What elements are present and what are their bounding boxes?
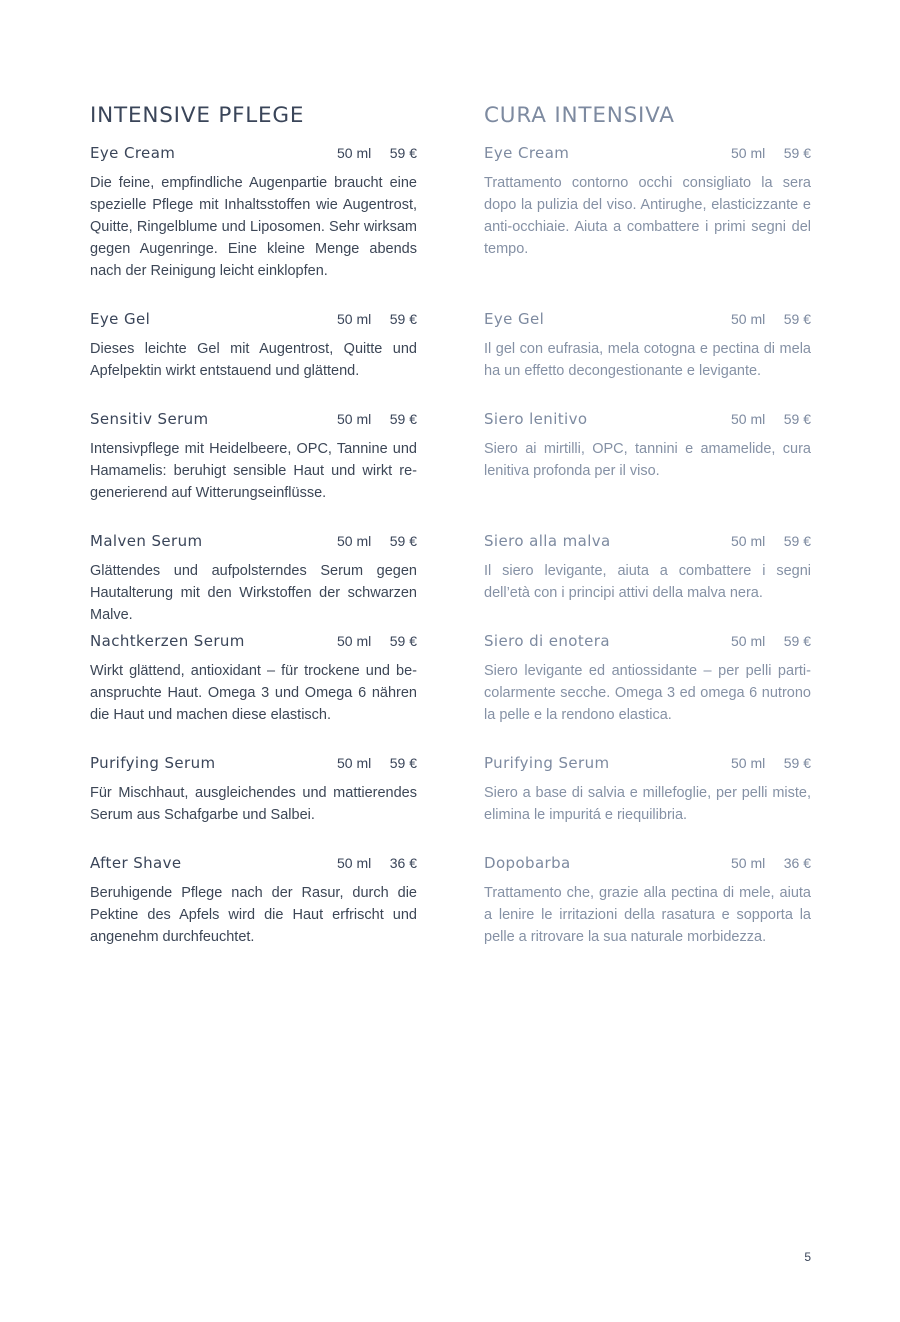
product-sensitiv-serum	[90, 410, 417, 504]
product-header	[90, 632, 417, 658]
product-name: Dopobarba	[484, 854, 571, 872]
product-price: 59 €	[389, 755, 417, 771]
product-volume: 50 ml	[731, 145, 766, 161]
product-header	[484, 754, 811, 780]
product-price: 59 €	[389, 533, 417, 549]
product-price: 59 €	[389, 145, 417, 161]
product-siero-alla-malva	[484, 532, 811, 604]
product-name: After Shave	[90, 854, 182, 872]
product-volume: 50 ml	[337, 411, 372, 427]
product-description: Siero levigante ed antiossidante – per pelli particolarmente secche. Omega 3 ed omega 6 nutrono la pelle e la rendono elastica.	[484, 663, 811, 723]
product-header	[90, 144, 417, 170]
product-description: Il siero levigante, aiuta a combattere i segni dell’età con i principi attivi della malva nera.	[484, 563, 811, 601]
product-name: Siero di enotera	[484, 632, 610, 650]
product-volume: 50 ml	[337, 755, 372, 771]
product-description: Intensivpflege mit Heidelbeere, OPC, Tannine und Hamamelis: beruhigt sensible Haut und wirkt regenerierend auf Witterungseinflüsse.	[90, 441, 417, 501]
product-price: 36 €	[783, 855, 811, 871]
product-volume: 50 ml	[337, 145, 372, 161]
product-description: Wirkt glättend, antioxidant – für trockene und beanspruchte Haut. Omega 3 und Omega 6 nähren die Haut und machen diese elastisch.	[90, 663, 417, 723]
product-description: Siero a base di salvia e millefoglie, per pelli miste, elimina le impuritá e riequilibria.	[484, 785, 811, 823]
product-header	[484, 854, 811, 880]
product-header	[484, 410, 811, 436]
product-header	[484, 632, 811, 658]
product-name: Eye Gel	[484, 310, 545, 328]
product-after-shave	[90, 854, 417, 948]
italian-column	[484, 100, 811, 945]
product-volume: 50 ml	[731, 855, 766, 871]
german-column	[90, 100, 417, 945]
product-eye-gel	[484, 310, 811, 382]
product-header	[90, 532, 417, 558]
product-volume: 50 ml	[337, 311, 372, 327]
section-title: CURA INTENSIVA	[484, 103, 675, 128]
product-price: 59 €	[389, 411, 417, 427]
product-price: 59 €	[389, 633, 417, 649]
product-price: 36 €	[389, 855, 417, 871]
product-purifying-serum	[90, 754, 417, 826]
product-price: 59 €	[783, 311, 811, 327]
product-volume: 50 ml	[731, 533, 766, 549]
product-description: Für Mischhaut, ausgleichendes und mattierendes Serum aus Schafgarbe und Salbei.	[90, 785, 417, 823]
product-nachtkerzen-serum	[90, 632, 417, 726]
product-name: Purifying Serum	[484, 754, 610, 772]
product-description: Trattamento contorno occhi consigliato la sera dopo la pulizia del viso. Antirughe, elasticizzante e anti-occhiaie. Aiuta a combattere i primi segni del tempo.	[484, 175, 811, 257]
product-siero-di-enotera	[484, 632, 811, 726]
product-volume: 50 ml	[731, 633, 766, 649]
product-header	[90, 410, 417, 436]
product-name: Siero lenitivo	[484, 410, 588, 428]
product-name: Sensitiv Serum	[90, 410, 209, 428]
product-header	[484, 310, 811, 336]
product-header	[484, 144, 811, 170]
product-name: Siero alla malva	[484, 532, 611, 550]
product-price: 59 €	[783, 533, 811, 549]
product-price: 59 €	[389, 311, 417, 327]
product-header	[484, 532, 811, 558]
product-volume: 50 ml	[731, 411, 766, 427]
product-purifying-serum	[484, 754, 811, 826]
product-description: Die feine, empfindliche Augenpartie braucht eine spezielle Pflege mit Inhaltsstoffen wie Augentrost, Quitte, Ringelblume und Liposomen. Sehr wirksam gegen Augenringe. Eine kleine Menge abends nach der Reinigung leicht einklopfen.	[90, 175, 417, 279]
product-description: Dieses leichte Gel mit Augentrost, Quitte und Apfelpektin wirkt entstauend und glättend.	[90, 341, 417, 379]
product-name: Eye Cream	[90, 144, 176, 162]
product-description: Trattamento che, grazie alla pectina di mele, aiuta a lenire le irritazioni della rasatura e sopporta la pelle a ritrovare la sua naturale morbidezza.	[484, 885, 811, 945]
product-header	[90, 854, 417, 880]
section-title: INTENSIVE PFLEGE	[90, 103, 305, 128]
product-description: Siero ai mirtilli, OPC, tannini e amamelide, cura lenitiva profonda per il viso.	[484, 441, 811, 479]
product-siero-lenitivo	[484, 410, 811, 482]
page-number: 5	[804, 1250, 811, 1264]
product-price: 59 €	[783, 411, 811, 427]
product-name: Malven Serum	[90, 532, 203, 550]
product-eye-cream	[90, 144, 417, 282]
product-eye-gel	[90, 310, 417, 382]
product-eye-cream	[484, 144, 811, 260]
product-malven-serum	[90, 532, 417, 626]
product-price: 59 €	[783, 633, 811, 649]
product-price: 59 €	[783, 145, 811, 161]
product-volume: 50 ml	[731, 311, 766, 327]
product-dopobarba	[484, 854, 811, 948]
product-price: 59 €	[783, 755, 811, 771]
product-volume: 50 ml	[731, 755, 766, 771]
product-volume: 50 ml	[337, 633, 372, 649]
product-name: Eye Gel	[90, 310, 151, 328]
product-volume: 50 ml	[337, 855, 372, 871]
product-header	[90, 754, 417, 780]
product-volume: 50 ml	[337, 533, 372, 549]
product-name: Nachtkerzen Serum	[90, 632, 245, 650]
product-name: Purifying Serum	[90, 754, 216, 772]
product-description: Beruhigende Pflege nach der Rasur, durch die Pektine des Apfels wird die Haut erfrischt und angenehm durchfeuchtet.	[90, 885, 417, 945]
product-header	[90, 310, 417, 336]
product-description: Glättendes und aufpolsterndes Serum gegen Hautalterung mit den Wirkstoffen der schwarzen Malve.	[90, 563, 417, 623]
product-description: Il gel con eufrasia, mela cotogna e pectina di mela ha un effetto decongestionante e levigante.	[484, 341, 811, 379]
product-name: Eye Cream	[484, 144, 570, 162]
